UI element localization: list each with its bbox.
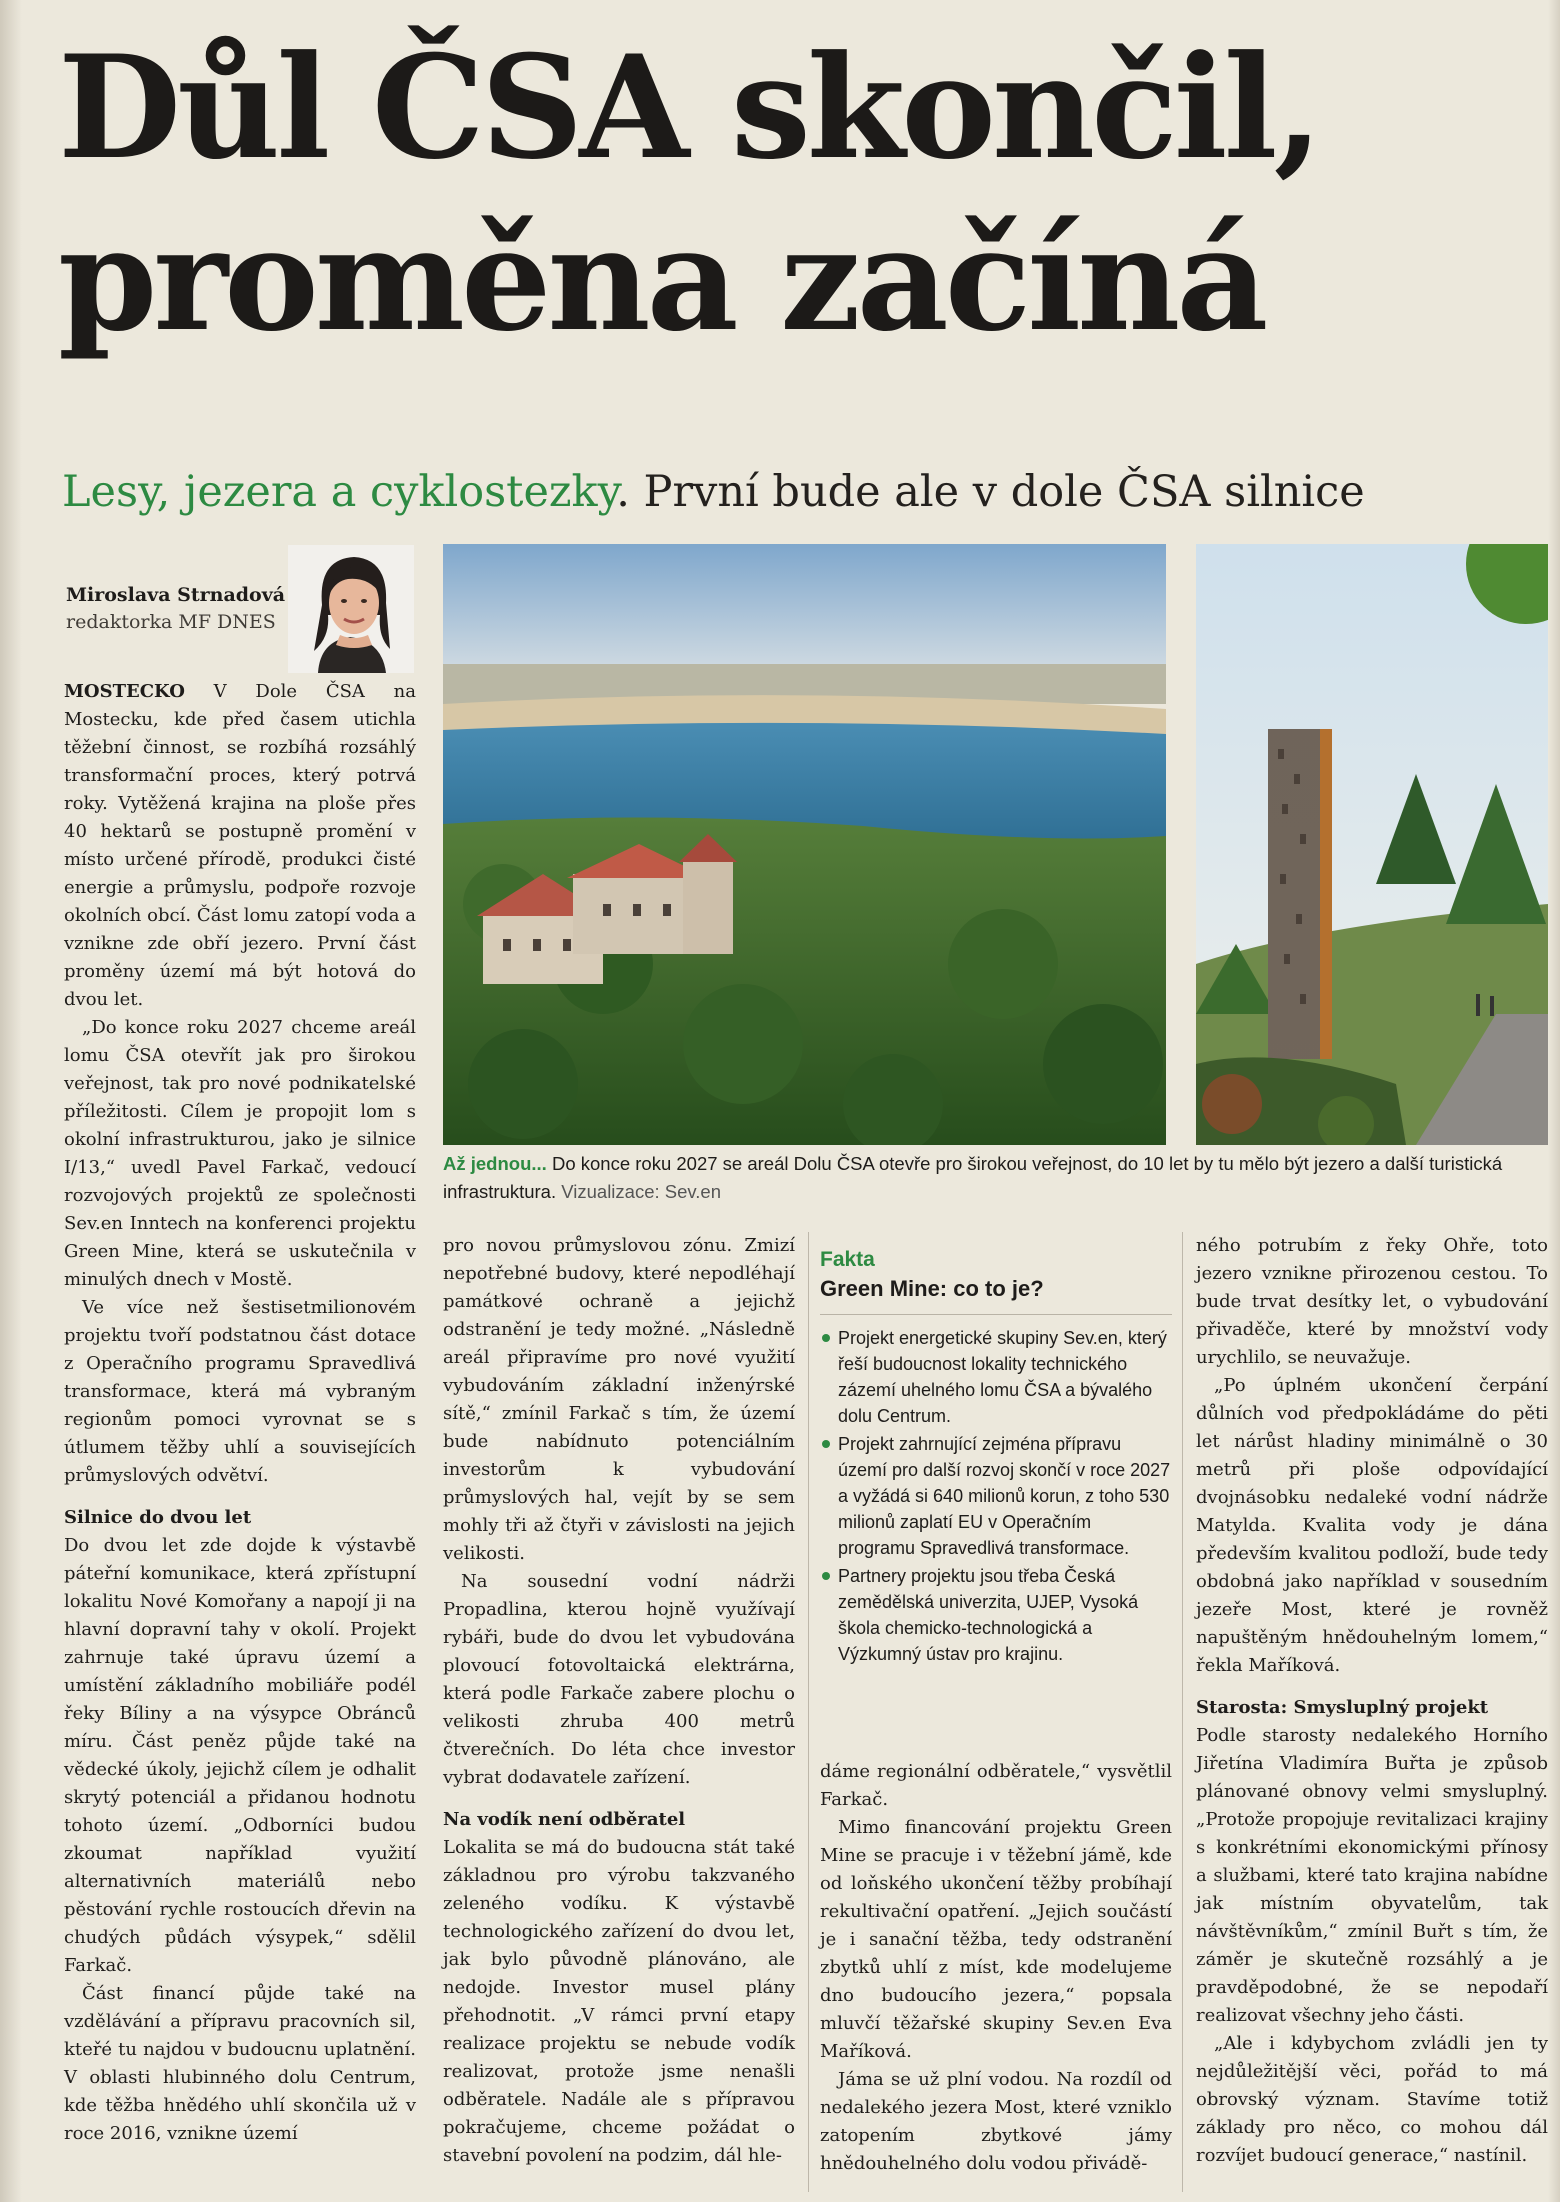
paragraph: „Ale i kdybychom zvládli jen ty nejdůležitější věci, pořád to má obrovský význam. Stavíme totiž základy pro něco, co mohou dál rozvíjet budoucí generace,“ nastínil. <box>1196 2033 1548 2166</box>
paragraph: Mimo financování projektu Green Mine se pracuje i v těžební jámě, kde od loňského ukončení těžby probíhají rekultivační opatření. „Jejich součástí je i sanační těžba, tedy odstranění zbytků uhlí z míst, kde modelujeme dno budoucího jezera,“ popsala mluvčí těžařské skupiny Sev.en Eva Maříková. <box>820 1817 1172 2062</box>
author-role: redaktorka MF DNES <box>66 611 276 633</box>
column-divider <box>808 1232 809 2192</box>
section-heading: Starosta: Smysluplný projekt <box>1196 1697 1489 1718</box>
section-heading: Silnice do dvou let <box>64 1507 252 1528</box>
lead-text: V Dole ČSA na Mostecku, kde před časem utichla těžební činnost, se rozbíhá rozsáhlý transformační proces, který potrvá roky. Vytěžená krajina na ploše přes 40 hektarů se postupně promění v místo určené přírodě, produkci čisté energie a průmyslu, podpoře rozvoje okolních obcí. Část lomu zatopí voda a vznikne zde obří jezero. První část proměny území má být hotová do dvou let. <box>64 681 416 1010</box>
paper-edge-left <box>0 0 22 2202</box>
fact-item: Projekt zahrnující zejména přípravu území pro další rozvoj skončí v roce 2027 a vyžádá si 640 milionů korun, z toho 530 milionů zaplatí EU v Operačním programu Spravedlivá transformace. <box>820 1431 1172 1561</box>
author-name: Miroslava Strnadová <box>66 584 286 606</box>
tower-trail-visualization <box>1196 544 1548 1145</box>
column-4 <box>1196 1232 1548 2170</box>
caption-text: Do konce roku 2027 se areál Dolu ČSA otevře pro širokou veřejnost, do 10 let by tu mělo být jezero a další turistická infrastruktura. <box>443 1153 1503 1202</box>
column-2 <box>443 1232 795 2170</box>
fact-list <box>820 1325 1172 1667</box>
paper-edge-right <box>1548 0 1560 2202</box>
fact-box <box>820 1240 1172 1732</box>
lake-castle-image <box>443 544 1166 1145</box>
paragraph: Ve více než šestisetmilionovém projektu tvoří podstatnou část dotace z Operačního programu Spravedlivá transformace, která má vybraným regionům pomoci vyrovnat se s útlumem těžby uhlí a souvisejících průmyslových odvětví. <box>64 1297 416 1486</box>
paragraph: Podle starosty nedalekého Horního Jiřetína Vladimíra Buřta je způsob plánované obnovy velmi smysluplný. „Protože propojuje revitalizaci krajiny s konkrétními ekonomickými přínosy a službami, které tato krajina nabídne jak místním obyvatelům, tak návštěvníkům,“ zmínil Buřt s tím, že záměr je skutečně rozsáhlý a je pravděpodobné, že se nepodaří realizovat všechny jeho části. <box>1196 1725 1548 2026</box>
paragraph: dáme regionální odběratele,“ vysvětlil Farkač. <box>820 1761 1172 1810</box>
paragraph: Část financí půjde také na vzdělávání a přípravu pracovních sil, kteřé tu najdou v budoucnu uplatnění. V oblasti hlubinného dolu Centrum, kde těžba hnědého uhlí skončila už v roce 2016, vznikne území <box>64 1983 416 2144</box>
paragraph: ného potrubím z řeky Ohře, toto jezero vznikne přirozenou cestou. To bude trvat desítky let, o vybudování přivaděče, které by množství vody urychlilo, se neuvažuje. <box>1196 1235 1548 1368</box>
column-3 <box>820 1758 1172 2178</box>
headline: Důl ČSA skončil, proměna začíná <box>58 25 1320 363</box>
paragraph: Lokalita se má do budoucna stát také základnou pro výrobu takzvaného zeleného vodíku. K výstavbě technologického zařízení do dvou let, jak bylo původně plánováno, ale nedojde. Investor musel plány přehodnotit. „V rámci první etapy realizace projektu se nebude vodík realizovat, protože jsme nenašli odběratele. Nadále ale s přípravou pokračujeme, chceme požádat o stavební povolení na podzim, dál hle- <box>443 1837 795 2166</box>
column-1 <box>64 678 416 2148</box>
dateline: MOSTECKO <box>64 681 185 702</box>
paragraph: Do dvou let zde dojde k výstavbě páteřní komunikace, která zpřístupní lokalitu Nové Komořany a napojí ji na hlavní dopravní tahy v okolí. Projekt zahrnuje také úpravu území a umístění základního mobiliáře podél řeky Bíliny a na výsypce Obránců míru. Část peněz půjde také na vědecké úkoly, jejichž cílem je odhalit skrytý potenciál a přidanou hodnotu tohoto území. „Odborníci budou zkoumat například využití alternativních materiálů nebo pěstování rychle rostoucích dřevin na chudých půdách výsypek,“ sdělil Farkač. <box>64 1535 416 1976</box>
caption-lead: Až jednou... <box>443 1153 547 1174</box>
paragraph: „Po úplném ukončení čerpání důlních vod předpokládáme do pěti let nárůst hladiny minimálně o 30 metrů při ploše odpovídající dvojnásobku nedaleké vodní nádrže Matylda. Kvalita vody je dána především kvalitou podloží, bude tedy obdobná jako například v sousedním jezeře Most, které je rovněž napuštěným hnědouhelným lomem,“ řekla Maříková. <box>1196 1375 1548 1676</box>
lead-paragraph <box>64 678 416 1014</box>
fact-item: Projekt energetické skupiny Sev.en, který řeší budoucnost lokality technického zázemí uhelného lomu ČSA a bývalého dolu Centrum. <box>820 1325 1172 1429</box>
fact-item: Partnery projektu jsou třeba Česká zemědělská univerzita, UJEP, Vysoká škola chemicko-technologická a Výzkumný ústav pro krajinu. <box>820 1563 1172 1667</box>
fact-box-tag: Fakta <box>820 1248 875 1271</box>
caption-credit: Vizualizace: Sev.en <box>556 1181 721 1202</box>
subhead-green: Lesy, jezera a cyklostezky <box>62 467 617 517</box>
fact-box-title: Green Mine: co to je? <box>820 1274 1172 1315</box>
paragraph: Na sousední vodní nádrži Propadlina, kterou hojně využívají rybáři, bude do dvou let vybudována plovoucí fotovoltaická elektrárna, která podle Farkače zabere plochu o velikosti zhruba 400 metrů čtverečních. Do léta chce investor vybrat dodavatele zařízení. <box>443 1571 795 1788</box>
paragraph: „Do konce roku 2027 chceme areál lomu ČSA otevřít jak pro širokou veřejnost, tak pro nové podnikatelské příležitosti. Cílem je propojit lom s okolní infrastrukturou, jako je silnice I/13,“ uvedl Pavel Farkač, vedoucí rozvojových projektů ze společnosti Sev.en Inntech na konferenci projektu Green Mine, která se uskutečnila v minulých dnech v Mostě. <box>64 1017 416 1290</box>
author-byline <box>66 582 285 636</box>
paragraph: pro novou průmyslovou zónu. Zmizí nepotřebné budovy, které nepodléhají památkové ochraně a jejichž odstranění je tedy možné. „Následně areál připravíme pro nové využití vybudováním základní inženýrské sítě,“ zmínil Farkač s tím, že území bude nabídnuto potenciálním investorům k vybudování průmyslových hal, vejít by se sem mohly tři až čtyři v závislosti na jejich velikosti. <box>443 1235 795 1564</box>
author-portrait-image <box>288 545 414 673</box>
subheadline <box>62 462 1532 522</box>
column-divider <box>1182 1232 1183 2192</box>
lake-castle-visualization <box>443 544 1166 1145</box>
subhead-dark: . První bude ale v dole ČSA silnice <box>616 467 1365 517</box>
author-photo <box>288 545 414 673</box>
photo-caption <box>443 1150 1548 1206</box>
section-heading: Na vodík není odběratel <box>443 1809 686 1830</box>
lookout-tower-image <box>1196 544 1548 1145</box>
paragraph: Jáma se už plní vodou. Na rozdíl od nedalekého jezera Most, které vzniklo zatopením zbytkové jámy hnědouhelného dolu vodou přivádě- <box>820 2069 1172 2174</box>
